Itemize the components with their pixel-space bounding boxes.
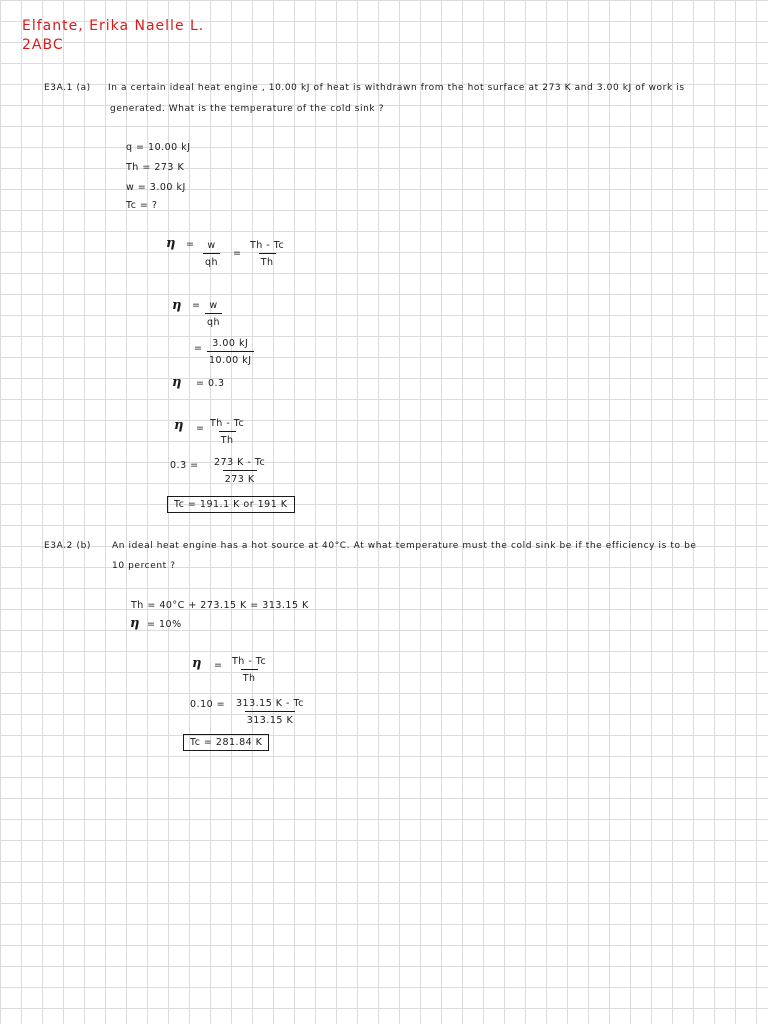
answer-box: Tc = 191.1 K or 191 K — [167, 496, 295, 513]
eta-symbol: η — [192, 656, 202, 671]
problem-1-label: E3A.1 (a) — [44, 83, 91, 93]
numerator: Th - Tc — [210, 418, 245, 429]
given-th: Th = 40°C + 273.15 K = 313.15 K — [131, 600, 309, 611]
numerator: 273 K - Tc — [214, 457, 266, 468]
student-name: Elfante, Erika Naelle L. — [22, 18, 205, 34]
fraction-values — [207, 338, 254, 366]
given-tc: Tc = ? — [126, 200, 158, 211]
denominator: Th — [241, 669, 258, 684]
equals-sign: = — [233, 248, 242, 259]
numerator: Th - Tc — [232, 656, 267, 667]
denominator: Th — [259, 253, 276, 268]
eta-symbol: η — [174, 418, 184, 433]
eta-symbol: η — [172, 298, 182, 313]
eta-symbol: η — [130, 616, 140, 631]
given-th: Th = 273 K — [126, 162, 185, 173]
denominator: qh — [203, 253, 220, 268]
denominator: 313.15 K — [245, 711, 296, 726]
equals-sign: = — [194, 343, 203, 354]
fraction-carnot — [248, 240, 286, 268]
denominator: 10.00 kJ — [207, 351, 254, 366]
equals-sign: = — [214, 660, 223, 671]
fraction-carnot — [230, 656, 268, 684]
denominator: 273 K — [223, 470, 257, 485]
fraction-substituted — [212, 457, 267, 485]
efficiency-result: = 0.3 — [196, 378, 225, 389]
fraction-substituted — [234, 698, 306, 726]
given-q: q = 10.00 kJ — [126, 142, 191, 153]
problem-2-label: E3A.2 (b) — [44, 541, 91, 551]
answer-box: Tc = 281.84 K — [183, 734, 269, 751]
numerator: w — [207, 240, 216, 251]
problem-1-statement-line1: In a certain ideal heat engine , 10.00 kJ of heat is withdrawn from the hot surface at 273 K and 3.00 kJ of work is — [108, 83, 685, 93]
denominator: qh — [205, 313, 222, 328]
fraction-carnot — [208, 418, 246, 446]
eta-symbol: η — [172, 375, 182, 390]
numerator: 313.15 K - Tc — [236, 698, 304, 709]
equation-lhs: 0.3 = — [170, 460, 199, 471]
given-efficiency: = 10% — [147, 619, 182, 630]
problem-2-statement-line2: 10 percent ? — [112, 561, 176, 571]
given-w: w = 3.00 kJ — [126, 182, 186, 193]
equation-lhs: 0.10 = — [190, 699, 226, 710]
section-label: 2ABC — [22, 37, 64, 53]
numerator: 3.00 kJ — [212, 338, 249, 349]
equals-sign: = — [186, 239, 195, 250]
equals-sign: = — [196, 423, 205, 434]
fraction-w-over-qh — [203, 240, 220, 268]
eta-symbol: η — [166, 236, 176, 251]
numerator: Th - Tc — [250, 240, 285, 251]
problem-1-statement-line2: generated. What is the temperature of the cold sink ? — [110, 104, 385, 114]
fraction-w-over-qh — [205, 300, 222, 328]
numerator: w — [209, 300, 218, 311]
problem-2-statement-line1: An ideal heat engine has a hot source at 40°C. At what temperature must the cold sink be if the efficiency is to be — [112, 541, 697, 551]
equals-sign: = — [192, 300, 201, 311]
denominator: Th — [219, 431, 236, 446]
